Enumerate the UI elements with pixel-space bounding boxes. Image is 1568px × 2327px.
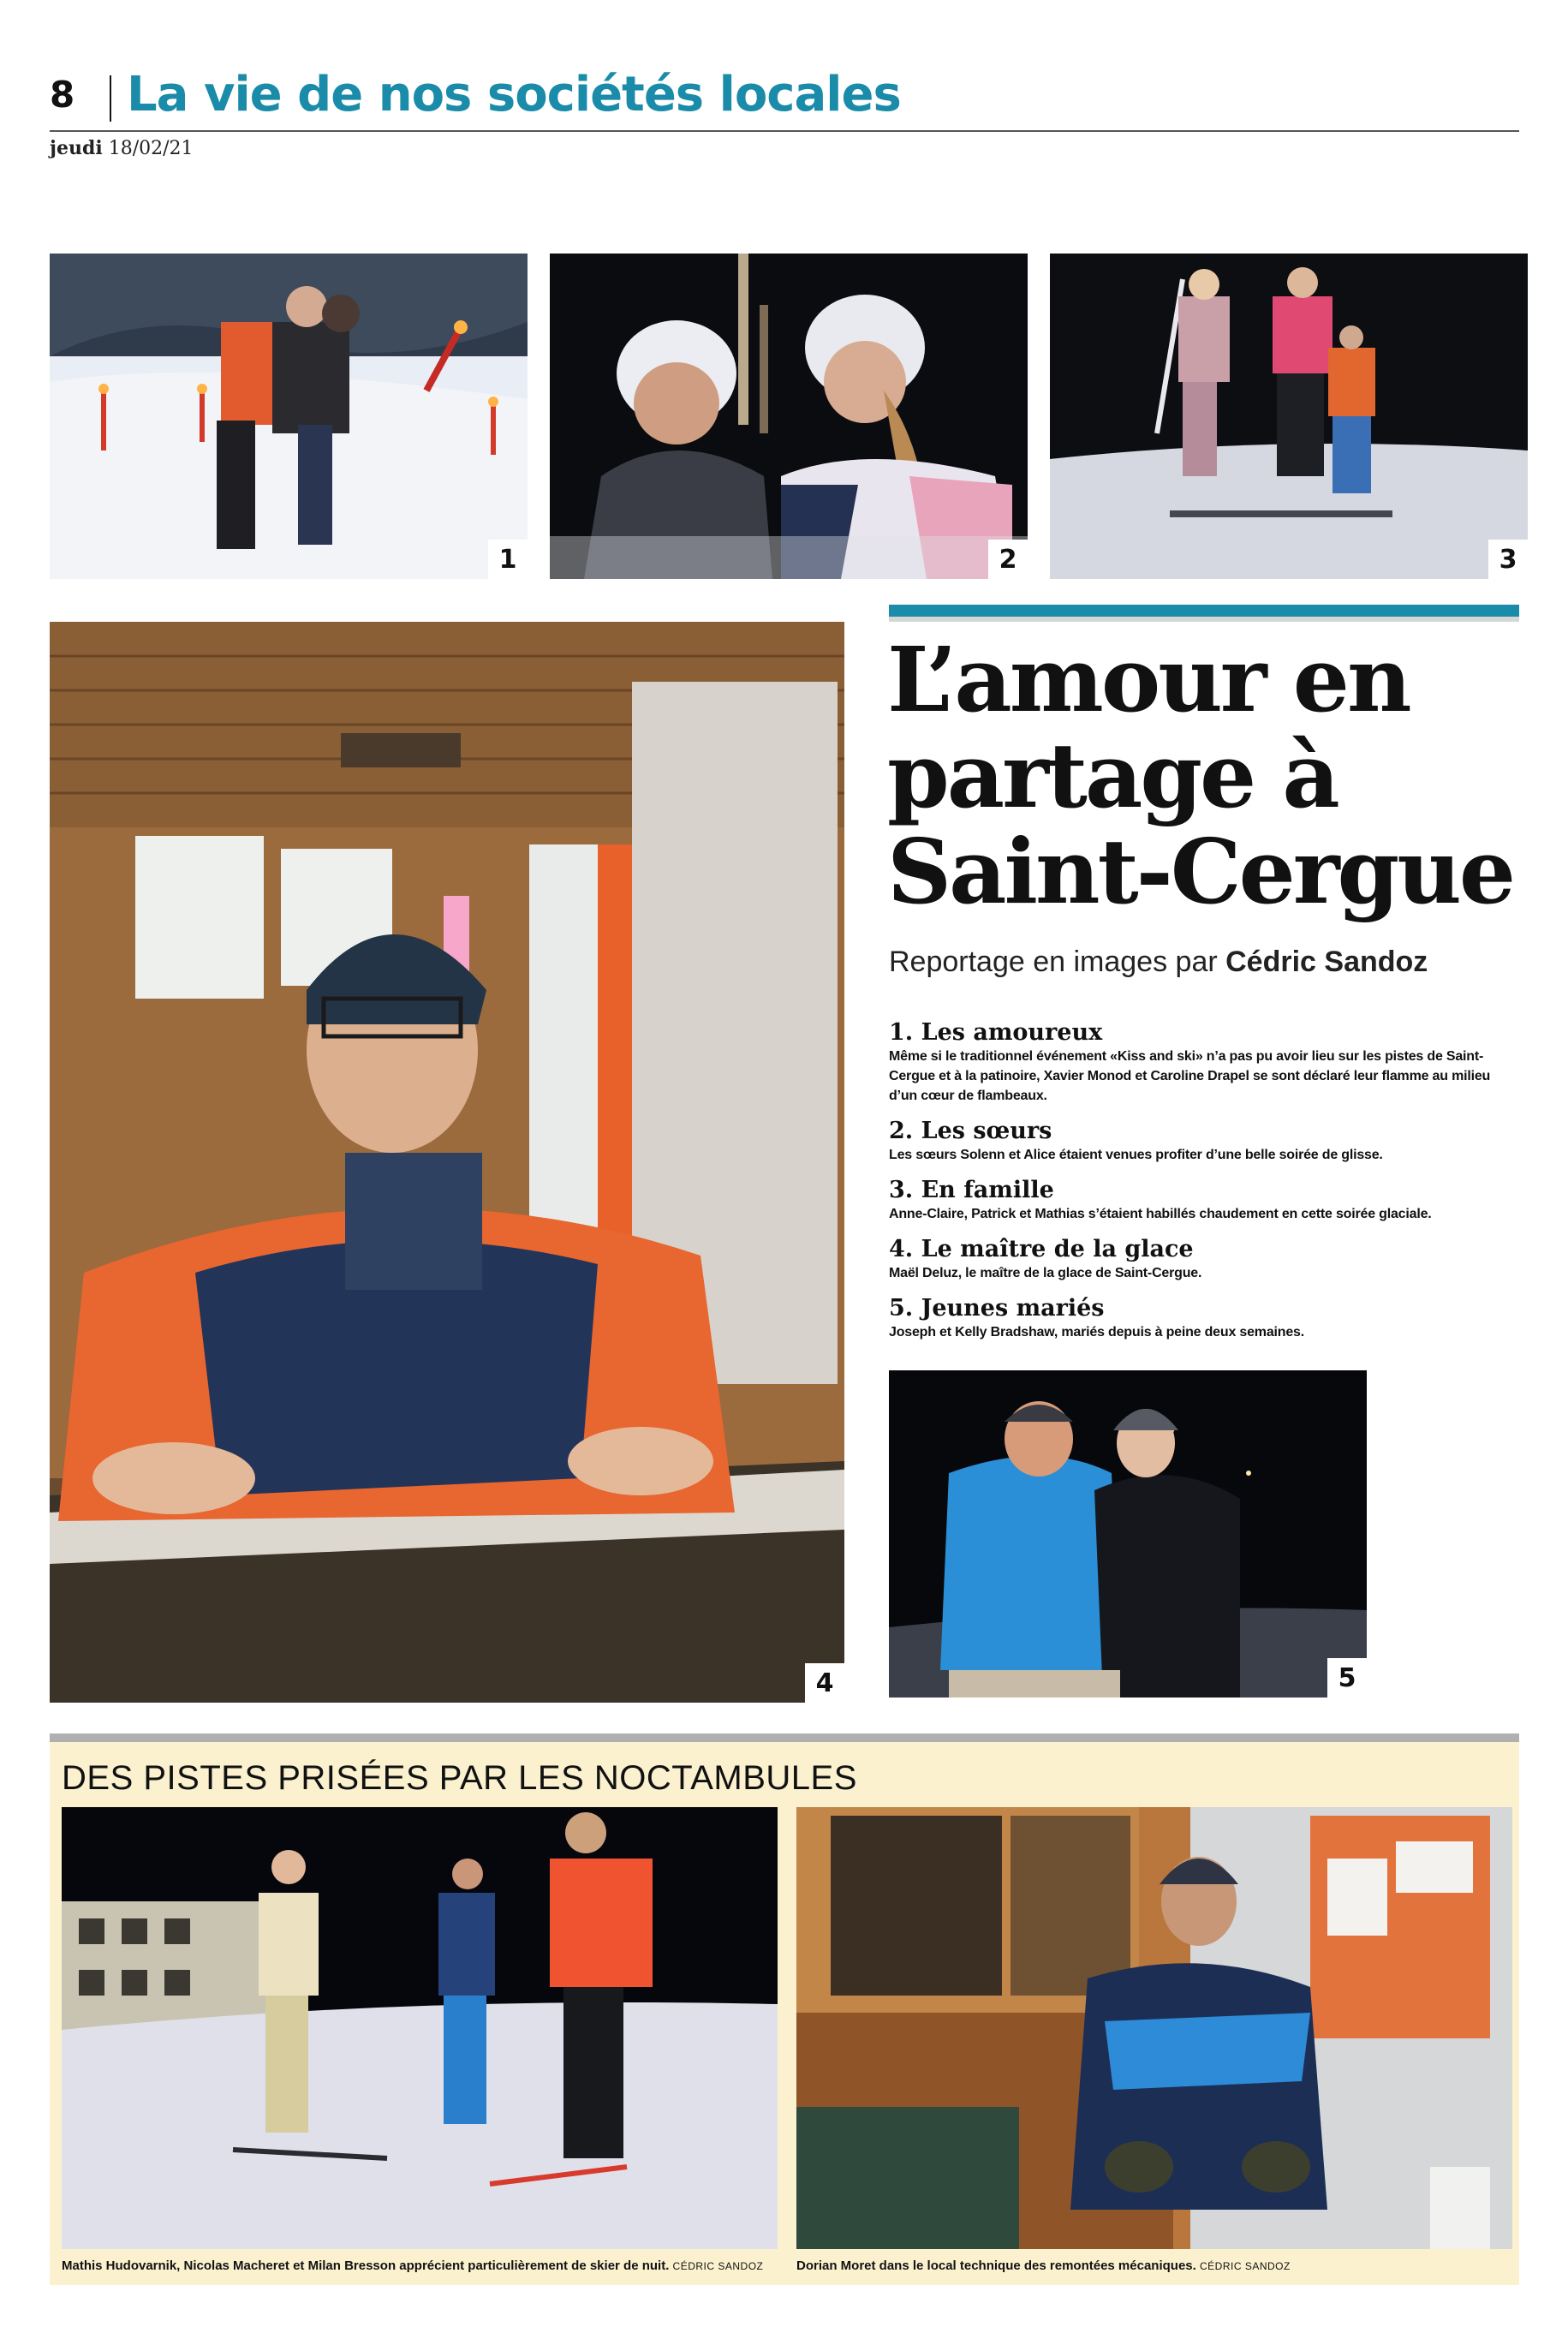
title-accent-bar (889, 605, 1519, 617)
photo-3-family (1050, 254, 1528, 579)
box-title: DES PISTES PRISÉES PAR LES NOCTAMBULES (62, 1759, 857, 1797)
caption-text: Joseph et Kelly Bradshaw, mariés depuis à peine deux semaines. (889, 1325, 1304, 1340)
byline-author: Cédric Sandoz (1225, 946, 1428, 978)
caption-heading: 4. Le maître de la glace (889, 1236, 1194, 1262)
caption-item (889, 1118, 1519, 1165)
left-photo-caption (62, 2258, 763, 2273)
photo-2-number: 2 (988, 540, 1028, 579)
title-accent-underbar (889, 617, 1519, 622)
photo-1-number: 1 (488, 540, 528, 579)
photo-3-number: 3 (1488, 540, 1528, 579)
photo-5-newlyweds (889, 1370, 1367, 1698)
right-photo-credit: CÉDRIC SANDOZ (1199, 2260, 1291, 2272)
caption-heading: 5. Jeunes mariés (889, 1295, 1105, 1322)
caption-item (889, 1019, 1519, 1106)
photo-technical-room (796, 1807, 1512, 2249)
left-photo-credit: CÉDRIC SANDOZ (672, 2260, 764, 2272)
article-title (887, 627, 1517, 924)
dateline-date: 18/02/21 (108, 138, 194, 159)
header-separator (110, 75, 111, 122)
left-caption-text: Mathis Hudovarnik, Nicolas Macheret et Milan Bresson apprécient particulièrement de skier de nuit. (62, 2258, 670, 2273)
right-caption-text: Dorian Moret dans le local technique des remontées mécaniques. (796, 2258, 1196, 2273)
photo-5-number: 5 (1327, 1658, 1367, 1698)
byline-prefix: Reportage en images par (889, 946, 1226, 978)
photo-4-number: 4 (805, 1663, 844, 1703)
caption-item (889, 1236, 1519, 1283)
caption-text: Les sœurs Solenn et Alice étaient venues profiter d’une belle soirée de glisse. (889, 1148, 1383, 1162)
right-photo-caption (796, 2258, 1291, 2273)
caption-item (889, 1177, 1519, 1224)
photo-1-couple (50, 254, 528, 579)
article-title-line: L’amour en (887, 627, 1410, 732)
photo-captions (889, 1019, 1519, 1354)
caption-text: Maël Deluz, le maître de la glace de Saint-Cergue. (889, 1266, 1202, 1280)
photo-night-skiers (62, 1807, 778, 2249)
section-title: La vie de nos sociétés locales (127, 67, 901, 122)
article-title-line: partage à (887, 723, 1338, 828)
page-number: 8 (50, 74, 75, 116)
caption-text: Anne-Claire, Patrick et Mathias s’étaient habillés chaudement en cette soirée glaciale. (889, 1207, 1432, 1221)
caption-heading: 1. Les amoureux (889, 1019, 1103, 1046)
article-title-line: Saint-Cergue (887, 819, 1514, 924)
dateline-day: jeudi (50, 137, 103, 159)
caption-heading: 3. En famille (889, 1177, 1054, 1203)
photo-4-ice-master (50, 622, 844, 1703)
caption-item (889, 1295, 1519, 1342)
dateline (50, 137, 194, 159)
caption-text: Même si le traditionnel événement «Kiss and ski» n’a pas pu avoir lieu sur les pistes de Saint-Cergue et à la patinoire, Xavier Monod et Caroline Drapel se sont déclaré leur flamme au milieu d’un cœur de flambeaux. (889, 1049, 1491, 1103)
photo-2-sisters (550, 254, 1028, 579)
byline (889, 946, 1428, 979)
caption-heading: 2. Les sœurs (889, 1118, 1052, 1144)
header-rule (50, 130, 1519, 132)
box-top-bar (50, 1733, 1519, 1742)
